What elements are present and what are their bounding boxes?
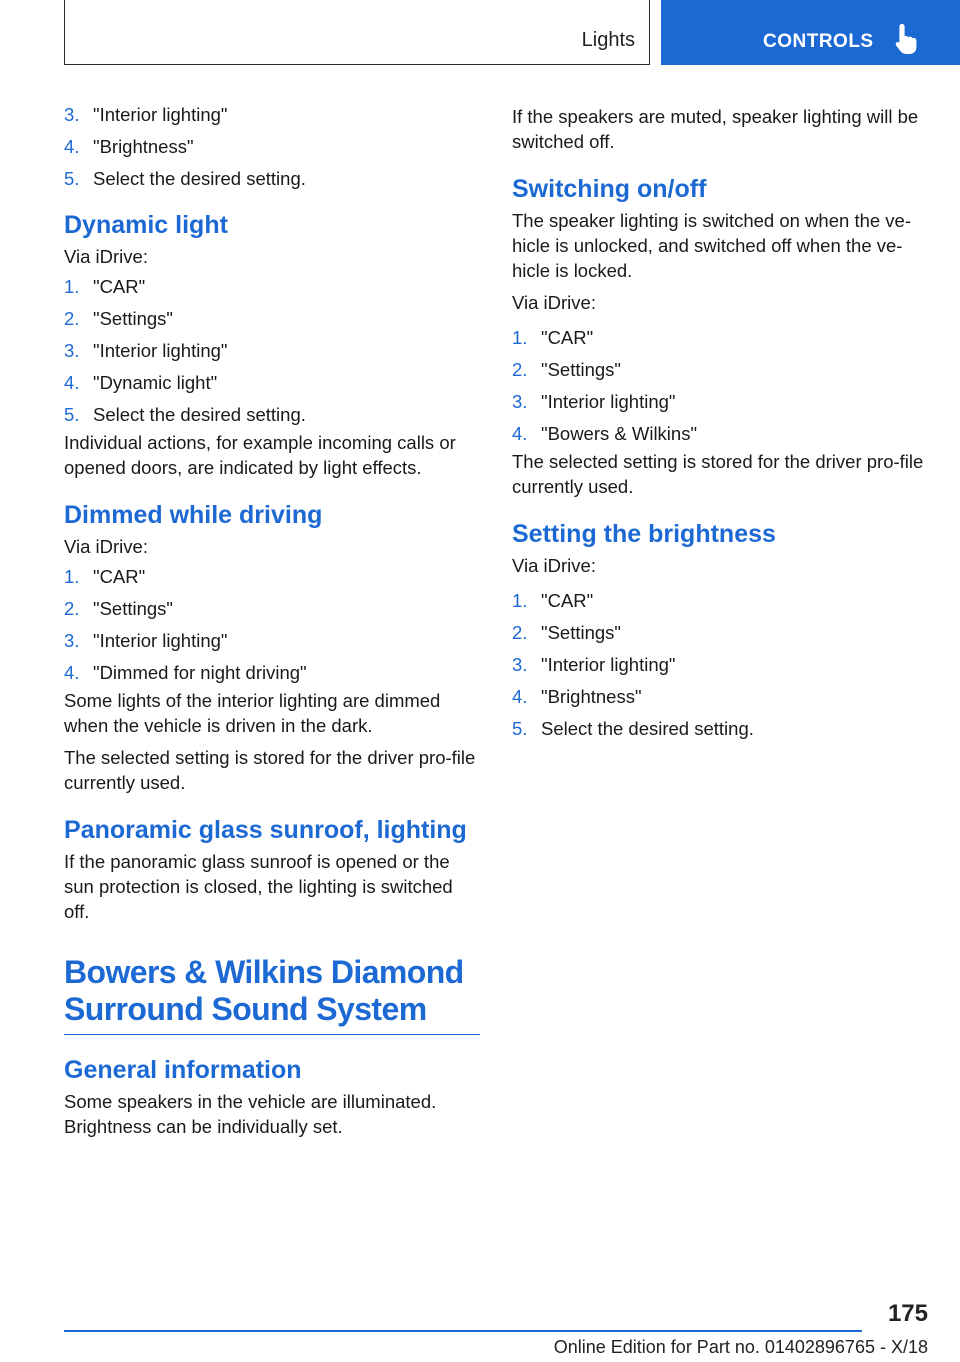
pointing-hand-icon: [893, 22, 921, 56]
dimmed-steps: [64, 566, 482, 684]
right-column: [512, 104, 932, 750]
dimmed-note: Some lights of the interior lighting are dimmed when the vehicle is driven in the dark.: [64, 690, 441, 736]
list-item: 2. "Settings": [512, 359, 621, 380]
list-item: 1. "CAR": [64, 566, 146, 587]
list-item: 3. "Interior lighting": [64, 340, 228, 361]
page-number: 175: [887, 1300, 928, 1327]
chapter-tab[interactable]: [661, 0, 960, 65]
list-item: 3. "Interior lighting": [512, 654, 676, 675]
list-item: 2. "Settings": [512, 622, 621, 643]
via-idrive-text: Via iDrive:: [512, 555, 596, 576]
dynamic-light-steps: [64, 276, 482, 426]
brightness-steps: [512, 590, 932, 740]
list-item: 4. "Brightness": [64, 136, 194, 157]
list-item: 4. "Bowers & Wilkins": [512, 423, 698, 444]
bowers-wilkins-heading: Bowers & Wilkins Diamond Surround Sound System: [64, 954, 480, 1035]
list-item: 5. Select the desired setting.: [512, 718, 754, 739]
switching-text: The speaker lighting is switched on when the ve‐hicle is unlocked, and switched off when the ve‐hicle is locked.: [512, 210, 911, 281]
section-title: Lights: [581, 29, 635, 51]
list-item: 3. "Interior lighting": [512, 391, 676, 412]
list-item: 4. "Dynamic light": [64, 372, 218, 393]
list-item: 3. "Interior lighting": [64, 630, 228, 651]
dynamic-light-note: Individual actions, for example incoming calls or opened doors, are indicated by light effects.: [64, 432, 456, 478]
switching-heading: Switching on/off: [512, 175, 707, 203]
sunroof-heading: Panoramic glass sunroof, lighting: [64, 816, 467, 844]
dynamic-light-heading: Dynamic light: [64, 211, 228, 239]
dimmed-heading: Dimmed while driving: [64, 501, 323, 529]
edition-text: Online Edition for Part no. 01402896765 - X/18: [553, 1337, 928, 1357]
via-idrive-text: Via iDrive:: [64, 246, 148, 267]
switching-steps: [512, 327, 932, 445]
general-info-text: Some speakers in the vehicle are illuminated. Brightness can be individually set.: [64, 1091, 437, 1137]
list-item: 2. "Settings": [64, 308, 173, 329]
footer-divider: [64, 1330, 862, 1332]
list-item: 3. "Interior lighting": [64, 104, 228, 125]
list-item: 1. "CAR": [512, 590, 594, 611]
list-item: 5. Select the desired setting.: [64, 404, 306, 425]
dimmed-storage-note: The selected setting is stored for the driver pro‐file currently used.: [64, 747, 476, 793]
brightness-heading: Setting the brightness: [512, 520, 776, 548]
sunroof-text: If the panoramic glass sunroof is opened or the sun protection is closed, the lighting is switched off.: [64, 851, 453, 922]
list-item: 5. Select the desired setting.: [64, 168, 306, 189]
chapter-title: CONTROLS: [763, 31, 874, 52]
via-idrive-text: Via iDrive:: [64, 536, 148, 557]
general-info-heading: General information: [64, 1056, 302, 1084]
switching-note: The selected setting is stored for the driver pro‐file currently used.: [512, 451, 924, 497]
list-item: 2. "Settings": [64, 598, 173, 619]
header-frame: [64, 0, 650, 65]
list-item: 4. "Dimmed for night driving": [64, 662, 307, 683]
list-item: 4. "Brightness": [512, 686, 642, 707]
muted-text: If the speakers are muted, speaker lighting will be switched off.: [512, 106, 919, 152]
via-idrive-text: Via iDrive:: [512, 292, 596, 313]
list-item: 1. "CAR": [512, 327, 594, 348]
list-item: 1. "CAR": [64, 276, 146, 297]
intro-steps: [64, 104, 482, 190]
left-column: [64, 104, 482, 1146]
